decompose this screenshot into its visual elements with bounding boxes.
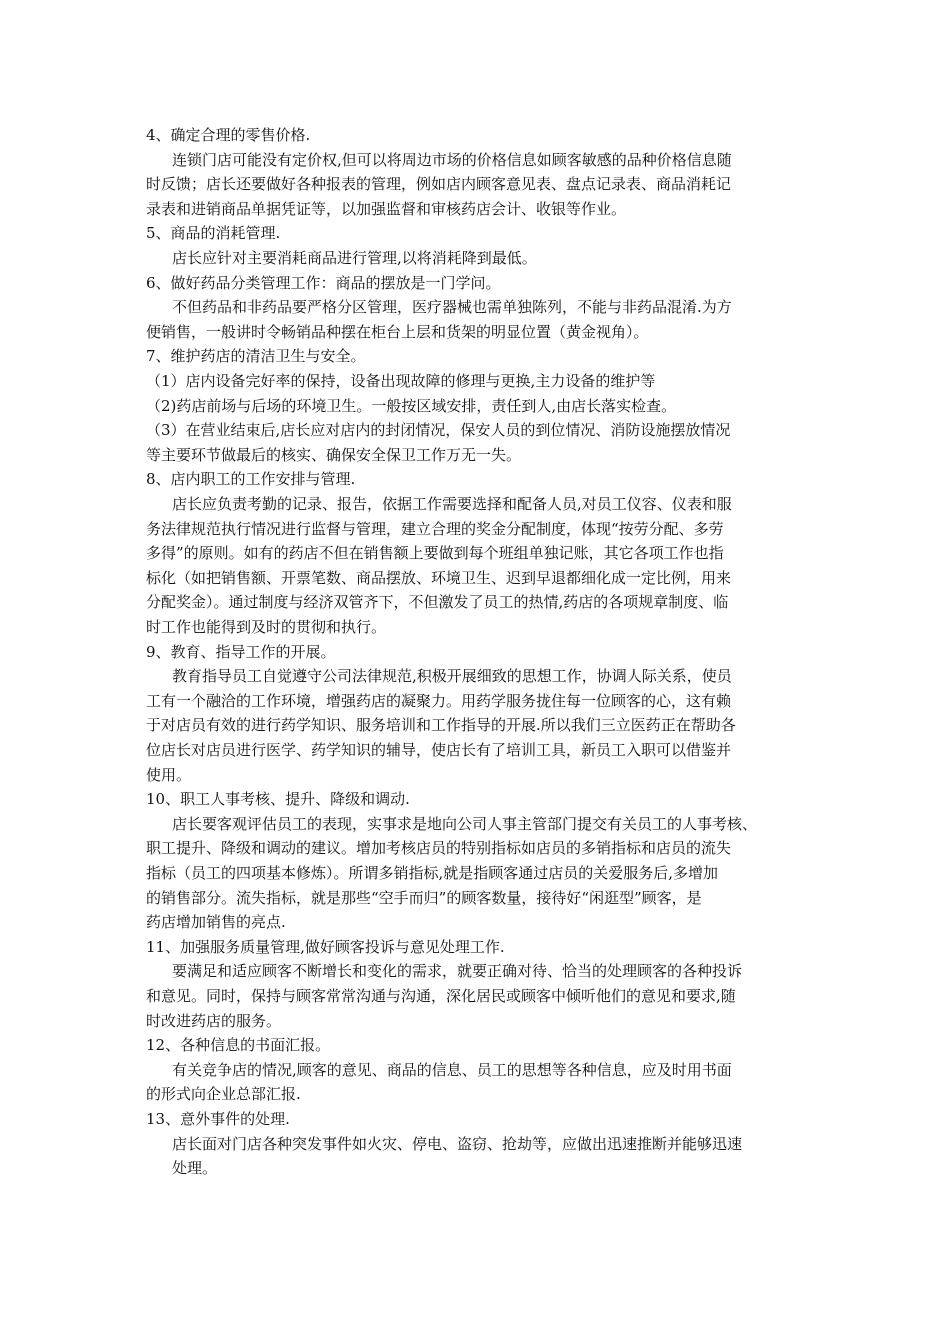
text-line: 便销售，一般讲时令畅销品种摆在柜台上层和货架的明显位置（黄金视角）。 (146, 322, 649, 341)
text-line: 9、教育、指导工作的开展。 (146, 642, 336, 661)
text-line: 的销售部分。流失指标，就是那些“空手而归”的顾客数量，接待好“闲逛型”顾客，是 (146, 888, 702, 907)
text-line: 店长面对门店各种突发事件如火灾、停电、盗窃、抢劫等，应做出迅速推断并能够迅速 (172, 1134, 743, 1153)
text-line: 药店增加销售的亮点. (146, 913, 286, 932)
text-line: 要满足和适应顾客不断增长和变化的需求，就要正确对待、恰当的处理顾客的各种投诉 (172, 962, 743, 981)
text-line: 多得”的原则。如有的药店不但在销售额上要做到每个班组单独记账，其它各项工作也指 (146, 544, 724, 563)
text-line: 时改进药店的服务。 (146, 1011, 282, 1030)
text-line: 务法律规范执行情况进行监督与管理，建立合理的奖金分配制度，体现“按劳分配、多劳 (146, 519, 724, 538)
text-line: 7、维护药店的清洁卫生与安全。 (146, 347, 366, 366)
text-line: 指标（员工的四项基本修炼）。所谓多销指标,就是指顾客通过店员的关爱服务后,多增加 (146, 864, 719, 882)
text-line: 12、各种信息的书面汇报。 (146, 1036, 331, 1055)
text-line: 教育指导员工自觉遵守公司法律规范,积极开展细致的思想工作，协调人际关系，使员 (172, 667, 732, 686)
text-line: 和意见。同时，保持与顾客常常沟通与沟通，深化居民或顾客中倾听他们的意见和要求,随 (146, 987, 736, 1005)
text-line: 时反馈；店长还要做好各种报表的管理，例如店内顾客意见表、盘点记录表、商品消耗记 (146, 175, 732, 194)
text-line: 不但药品和非药品要严格分区管理，医疗器械也需单独陈列，不能与非药品混淆.为方 (172, 298, 732, 317)
text-line: 店长应针对主要消耗商品进行管理,以将消耗降到最低。 (172, 249, 537, 267)
text-line: 的形式向企业总部汇报. (146, 1085, 301, 1104)
text-line: 店长应负责考勤的记录、报告，依据工作需要选择和配备人员,对员工仪容、仪表和服 (172, 495, 732, 513)
text-line: 职工提升、降级和调动的建议。增加考核店员的特别指标如店员的多销指标和店员的流失 (146, 839, 732, 858)
text-line: 6、做好药品分类管理工作：商品的摆放是一门学问。 (146, 273, 501, 292)
text-line: （1）店内设备完好率的保持，设备出现故障的修理与更换,主力设备的维护等 (146, 372, 656, 390)
text-line: 8、店内职工的工作安排与管理. (146, 470, 356, 489)
text-line: 于对店员有效的进行药学知识、服务培训和工作指导的开展.所以我们三立医药正在帮助各 (146, 716, 736, 735)
text-line: （3）在营业结束后,店长应对店内的封闭情况，保安人员的到位情况、消防设施摆放情况 (146, 421, 731, 440)
text-line: 4、确定合理的零售价格. (146, 126, 311, 144)
text-line: 13、意外事件的处理. (146, 1110, 290, 1128)
text-line: 使用。 (146, 765, 192, 784)
text-line: 分配奖金）。通过制度与经济双管齐下，不但激发了员工的热情,药店的各项规章制度、临 (146, 593, 729, 612)
text-line: 时工作也能得到及时的贯彻和执行。 (146, 618, 387, 636)
text-line: 店长要客观评估员工的表现，实事求是地向公司人事主管部门提交有关员工的人事考核、 (172, 814, 758, 833)
text-line: 5、商品的消耗管理. (146, 224, 281, 243)
text-line: （2)药店前场与后场的环境卫生。一般按区域安排，责任到人,由店长落实检查。 (146, 396, 677, 415)
text-line: 工有一个融洽的工作环境，增强药店的凝聚力。用药学服务拢住每一位顾客的心，这有赖 (146, 691, 732, 710)
text-line: 10、职工人事考核、提升、降级和调动. (146, 790, 410, 809)
text-line: 有关竞争店的情况,顾客的意见、商品的信息、员工的思想等各种信息，应及时用书面 (172, 1060, 732, 1079)
text-line: 连锁门店可能没有定价权,但可以将周边市场的价格信息如顾客敏感的品种价格信息随 (172, 150, 732, 169)
text-line: 11、加强服务质量管理,做好顾客投诉与意见处理工作. (146, 937, 505, 956)
text-line: 标化（如把销售额、开票笔数、商品摆放、环境卫生、迟到早退都细化成一定比例，用来 (146, 568, 732, 587)
text-line: 录表和进销商品单据凭证等，以加强监督和审核药店会计、收银等作业。 (146, 199, 627, 218)
text-line: 等主要环节做最后的核实、确保安全保卫工作万无一失。 (146, 445, 522, 464)
text-line: 位店长对店员进行医学、药学知识的辅导，使店长有了培训工具，新员工入职可以借鉴并 (146, 741, 732, 759)
text-line: 处理。 (172, 1159, 218, 1178)
